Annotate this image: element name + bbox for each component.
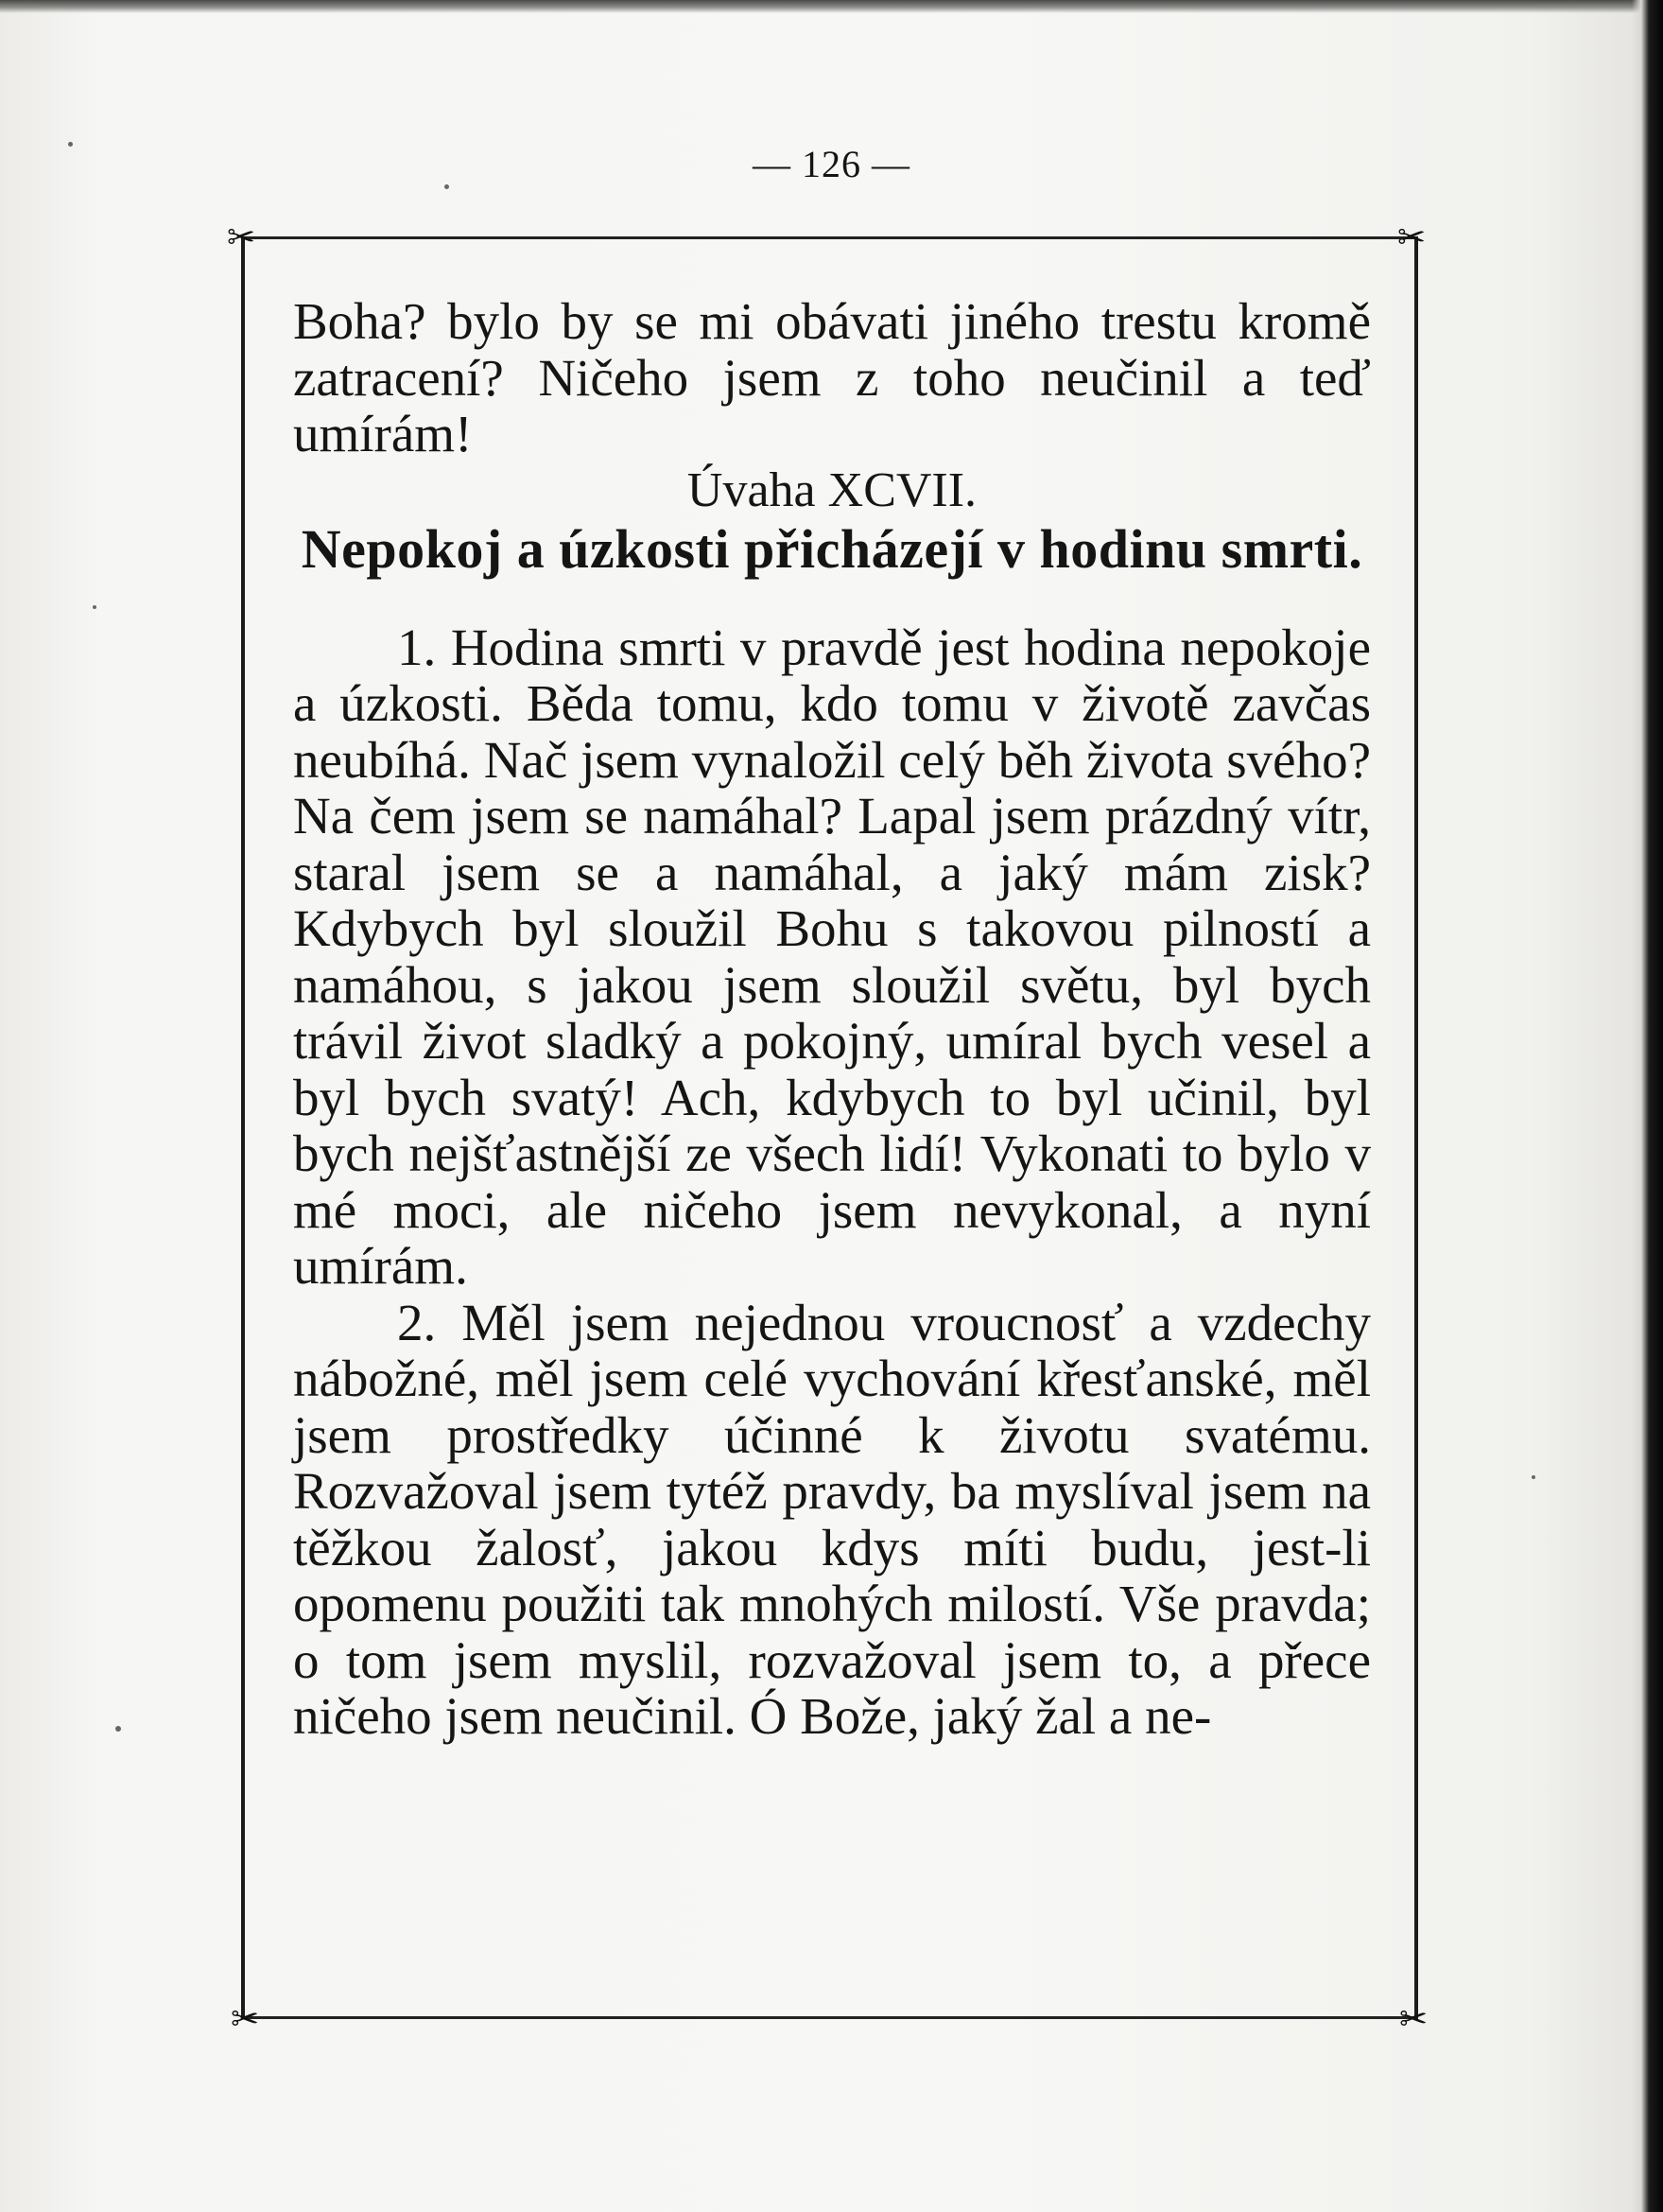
corner-ornament-icon: ✂: [231, 2000, 260, 2039]
corner-ornament-icon: ✂: [227, 218, 256, 257]
scan-speck: [93, 605, 96, 609]
page-number: — 126 —: [753, 143, 910, 185]
scan-speck: [444, 184, 449, 189]
paragraph-2: 2. Měl jsem nejednou vroucnosť a vzdechy nábožné, měl jsem celé vychování křesťanské, měl jsem prostředky účinné k životu svatému. Rozvažoval jsem tytéž pravdy, ba myslíval jsem na těžkou žalosť, jakou kdys míti budu, jest-li opomenu použiti tak mnohých milostí. Vše pravda; o tom jsem myslil, rozvažoval jsem to, a přece ničeho jsem neučinil. Ó Bože, jaký žal a ne-: [293, 1293, 1371, 1745]
scan-speck: [68, 142, 73, 147]
corner-ornament-icon: ✂: [1397, 218, 1427, 257]
scan-top-edge: [0, 0, 1663, 13]
scan-right-edge: [1632, 0, 1663, 2212]
page-body: [293, 293, 1371, 1745]
continuation-paragraph: Boha? bylo by se mi obávati jiného trestu kromě zatracení? Ničeho jsem z toho neučinil a teď umírám!: [293, 292, 1371, 462]
paragraph-1: 1. Hodina smrti v pravdě jest hodina nepokoje a úzkosti. Běda tomu, kdo tomu v životě zavčas neubíhá. Nač jsem vynaložil celý běh života svého? Na čem jsem se namáhal? Lapal jsem prázdný vítr, staral jsem se a namáhal, a jaký mám zisk? Kdybych byl sloužil Bohu s takovou pilností a namáhou, s jakou jsem sloužil světu, byl bych trávil život sladký a pokojný, umíral bych vesel a byl bych svatý! Ach, kdybych to byl učinil, byl bych nejšťastnější ze všech lidí! Vykonati to bylo v mé moci, ale ničeho jsem nevykonal, a nyní umírám.: [293, 618, 1371, 1295]
section-title: Nepokoj a úzkosti přicházejí v hodinu smrti.: [301, 517, 1363, 580]
scan-speck: [115, 1726, 121, 1732]
section-number: Úvaha XCVII.: [686, 462, 978, 517]
scan-speck: [1532, 1475, 1535, 1479]
corner-ornament-icon: ✂: [1399, 2000, 1429, 2039]
